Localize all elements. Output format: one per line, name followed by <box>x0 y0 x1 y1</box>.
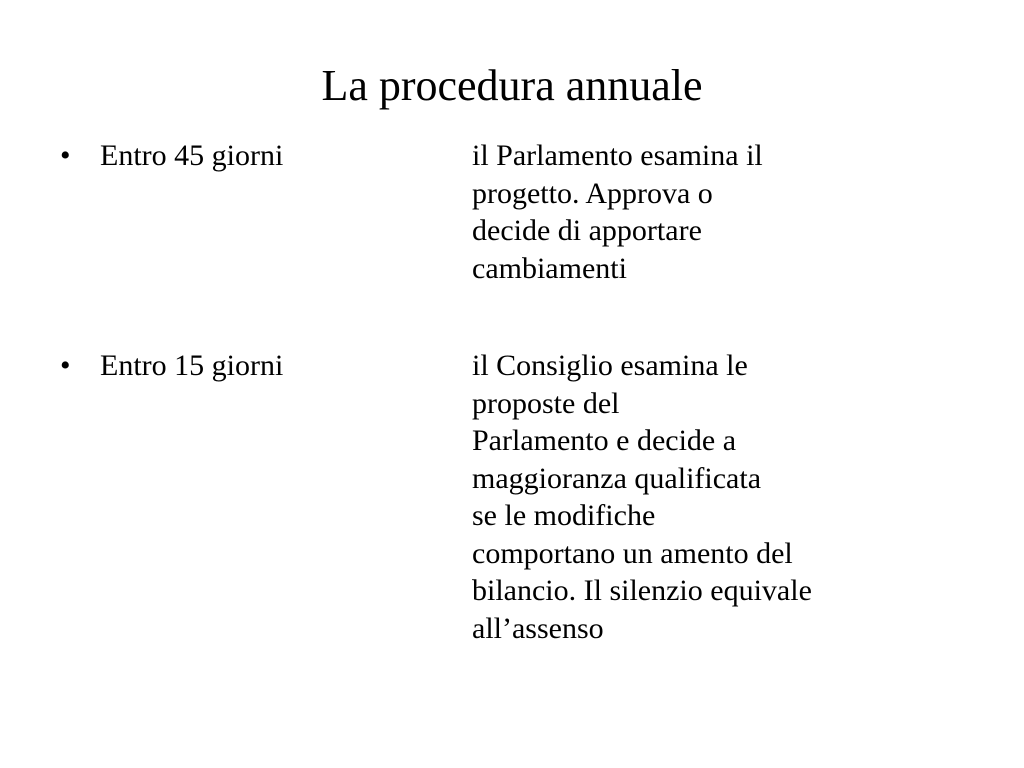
description-line: comportano un amento del <box>472 536 793 570</box>
description-line: all’assenso <box>472 611 604 645</box>
description-line: cambiamenti <box>472 251 627 285</box>
description-line: decide di apportare <box>472 214 702 247</box>
description-line: proposte del <box>472 386 620 420</box>
bullet-description <box>472 137 972 287</box>
description-line: progetto. Approva o <box>472 176 713 210</box>
description-line: bilancio. Il silenzio equivale <box>472 574 812 607</box>
description-line: il Parlamento esamina il <box>472 139 763 172</box>
bullet-icon: • <box>60 349 71 382</box>
description-line: se le modifiche <box>472 499 656 532</box>
description-line: maggioranza qualificata <box>472 461 762 495</box>
description-line: Parlamento e decide a <box>472 424 737 457</box>
description-line: il Consiglio esamina le <box>472 349 748 382</box>
bullet-term: Entro 15 giorni <box>100 349 284 382</box>
bullet-icon: • <box>60 139 71 172</box>
bullet-description <box>472 347 972 647</box>
bullet-term: Entro 45 giorni <box>100 139 284 172</box>
slide-title: La procedura annuale <box>321 61 703 110</box>
